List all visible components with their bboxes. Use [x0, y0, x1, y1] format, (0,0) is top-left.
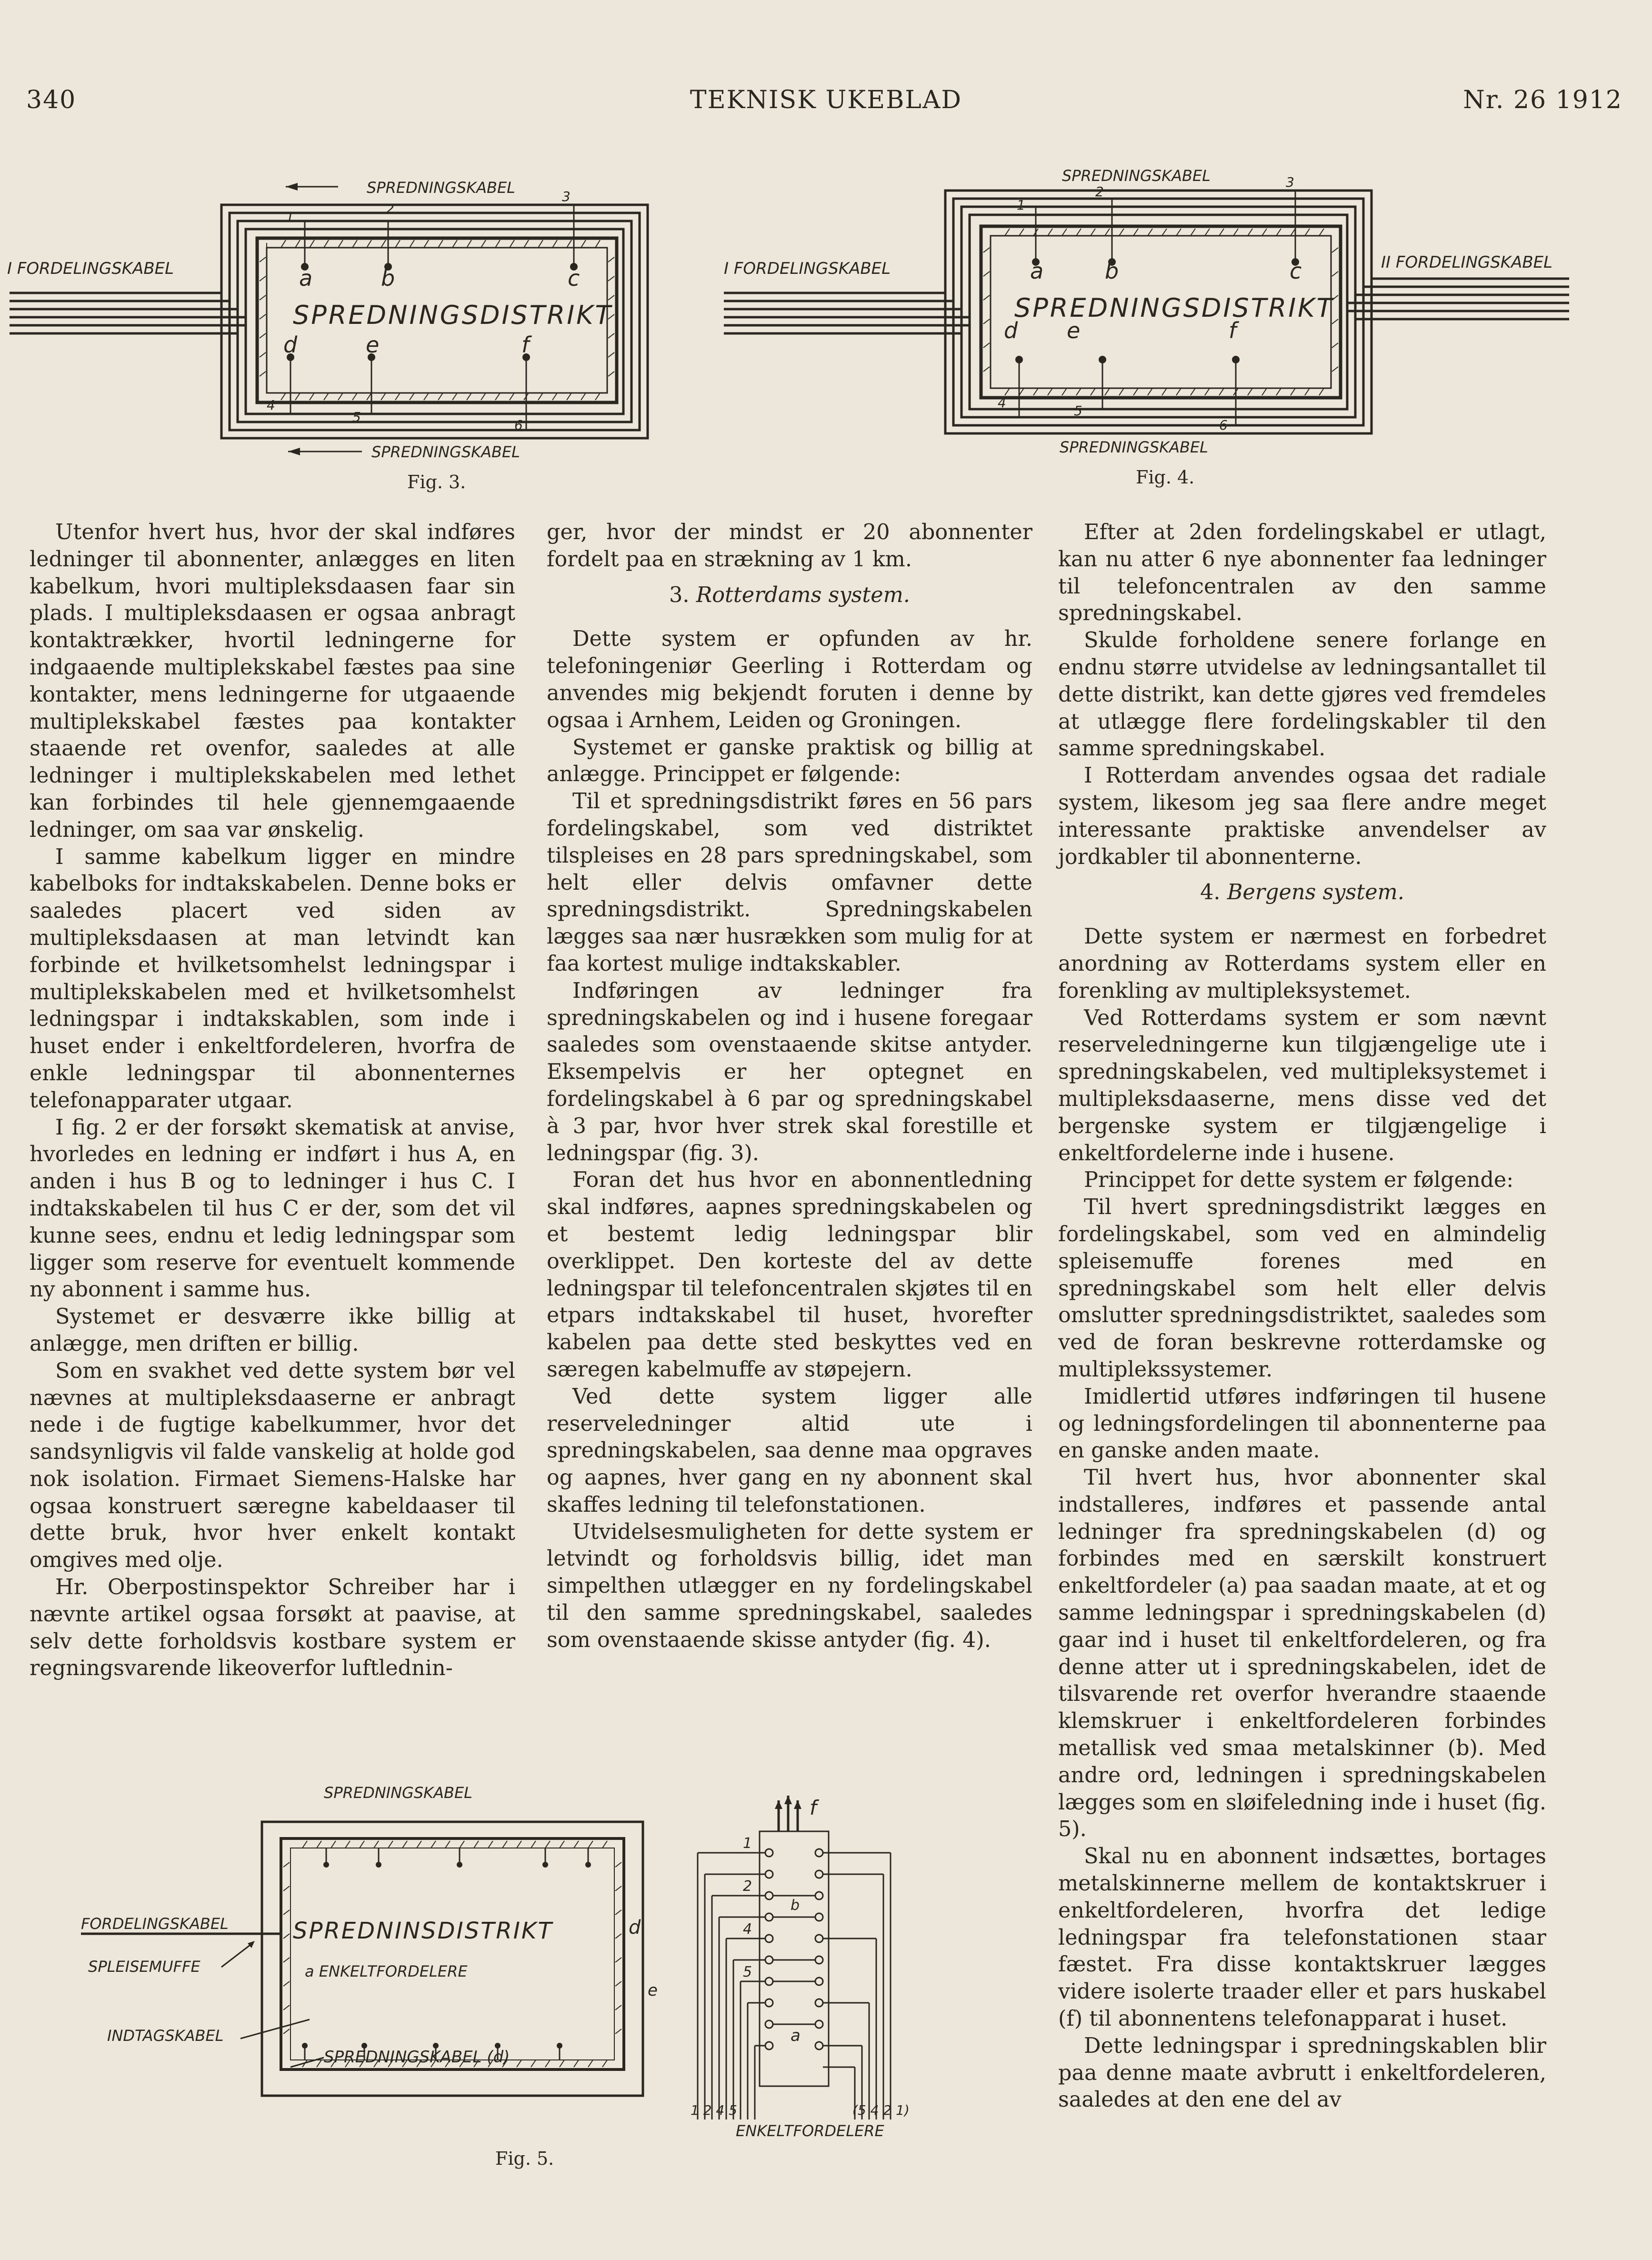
fig5-detail-left-numbers: 1 2 4 5: [691, 2102, 737, 2118]
fig4-pair-1: 1: [1017, 197, 1025, 213]
fig5-detail-a-label: a: [791, 2026, 801, 2045]
col3-paragraph: Princippet for dette system er følgende:: [1084, 1168, 1514, 1193]
fig3-pair-3: 3: [562, 189, 571, 204]
fig4-house-f: f: [1229, 318, 1237, 343]
col3-paragraph: I Rotterdam anvendes ogsaa det radiale system, likesom jeg saa flere andre meget interessante praktiske anvendelser av jordkabler til abonnenterne.: [1058, 763, 1546, 869]
col2-heading-number: 3.: [669, 583, 690, 607]
col3-paragraph: Skulde forholdene senere forlange en endnu større utvidelse av ledningsantallet til dette distrikt, kan dette gjøres ved fremdeles at utlægge flere fordelingskabler til den samme spredningskabel.: [1058, 628, 1546, 761]
fig5-top-cable-label: SPREDNINGSKABEL: [324, 1784, 472, 1802]
fig4-pair-6: 6: [1219, 417, 1228, 433]
col3-paragraph: Til hvert hus, hvor abonnenter skal indstalleres, indføres et passende antal ledninger fra spredningskabelen (d) og forbindes med en særskilt konstruert enkeltfordeler (a) paa saadan maate, at et og samme ledningspar i spredningskabelen (d) gaar ind i huset til enkeltfordeleren, og fra denne atter ut i spredningskabelen, idet de tilsvarende ret overfor hverandre staaende klemskruer i enkeltfordeleren forbindes metallisk ved smaa metalskinner (b). Med andre ord, ledningen i spredningskabelen lægges som en sløifeledning inde i huset (fig. 5).: [1058, 1466, 1546, 1842]
fig4-pair-5: 5: [1074, 403, 1082, 419]
col2-paragraph: Ved dette system ligger alle reserveledninger altid ute i spredningskabelen, saa denne maa opgraves og aapnes, hver gang en ny abonnent skal skaffes ledning til telefonstationen.: [547, 1384, 1032, 1517]
fig4-house-e: e: [1067, 318, 1081, 343]
fig4-house-a: a: [1030, 258, 1044, 284]
fig3-house-f: f: [521, 332, 530, 358]
fig5-spleisemuffe-label: SPLEISEMUFFE: [88, 1958, 200, 1976]
figure-4: [724, 167, 1643, 462]
fig3-pair-6: 6: [514, 417, 523, 433]
col2-heading: [547, 582, 1032, 609]
col3-paragraph: Ved Rotterdams system er som nævnt reserveledningerne kun tilgjængelige ute i spredningskabelen, ved multipleksystemet i multipleksdaaserne, mens disse ved det bergenske system er tilgjængelige i enkeltfordelerne inde i husene.: [1058, 1005, 1546, 1165]
fig5-detail-row-2: 2: [743, 1878, 752, 1895]
figure-5: [81, 1781, 967, 2143]
col3-paragraph: Til hvert spredningsdistrikt lægges en fordelingskabel, som ved en almindelig spleisemuffe forenes med en spredningskabel som helt eller delvis omslutter spredningsdistriktet, saaledes som ved de foran beskrevne rotterdamske og multiplekssystemer.: [1058, 1195, 1546, 1382]
fig5-fordelingskabel-label: FORDELINGSKABEL: [81, 1915, 229, 1933]
col3-heading-number: 4.: [1200, 880, 1221, 905]
col1-paragraph: Utenfor hvert hus, hvor der skal indføres ledninger til abonnenter, anlægges en liten kabelkum, hvori multipleksdaasen faar sin plads. I multipleksdaasen er ogsaa anbragt kontaktrækker, hvortil ledningerne for indgaaende multiplekskabel fæstes paa sine kontakter, mens ledningerne for utgaaende multiplekskabel fæstes paa kontakter staaende ret ovenfor, saaledes at alle ledninger i multiplekskabelen med lethet kan forbindes til hele gjennemgaaende ledninger, om saa var ønskelig.: [30, 520, 515, 842]
fig3-house-b: b: [381, 265, 395, 291]
column-2: [547, 519, 1032, 1654]
fig5-detail-row-5: 5: [743, 1964, 752, 1980]
col3-paragraph: Skal nu en abonnent indsættes, bortages metalskinnerne mellem de kontaktskruer i enkeltfordeleren, hvorfra det ledige ledningspar fra telefonstationen staar fæstet. Fra disse kontaktskruer lægges videre isolerte traader eller et pars huskabel (f) til abonnentens telefonapparat i huset.: [1058, 1844, 1546, 2031]
col2-paragraph: Indføringen av ledninger fra spredningskabelen og ind i husene foregaar saaledes som ovenstaaende skitse antyder. Eksempelvis er her optegnet en fordelingskabel à 6 par og spredningskabel à 3 par, hvor hver strek skal forestille et ledningspar (fig. 3).: [547, 978, 1032, 1165]
col2-paragraph: Utvidelsesmuligheten for dette system er letvindt og forholdsvis billig, idet man simpelthen utlægger en ny fordelingskabel til den samme spredningskabel, saaledes som ovenstaaende skisse antyder (fig. 4).: [547, 1519, 1032, 1652]
fig4-house-b: b: [1105, 258, 1119, 284]
fig4-pair-2: 2: [1095, 184, 1104, 200]
fig4-bottom-cable-label: SPREDNINGSKABEL: [1060, 438, 1208, 456]
fig5-enkeltfordelere-label: a ENKELTFORDELERE: [305, 1962, 468, 1980]
col3-paragraph: Dette ledningspar i spredningskablen blir paa denne maate avbrutt i enkeltfordeleren, saaledes at den ene del av: [1058, 2033, 1546, 2112]
fig4-house-d: d: [1004, 318, 1018, 343]
fig3-pair-2: 2: [386, 201, 394, 217]
figure-5-diagram: [81, 1781, 967, 2143]
fig3-bottom-cable-label: SPREDNINGSKABEL: [371, 443, 520, 461]
col3-paragraph: Dette system er nærmest en forbedret anordning av Rotterdams system eller en forenkling av multipleksystemet.: [1058, 924, 1546, 1003]
col3-paragraph: Imidlertid utføres indføringen til husene og ledningsfordelingen til abonnenterne paa en ganske anden maate.: [1058, 1384, 1546, 1463]
col1-paragraph: Hr. Oberpostinspektor Schreiber har i nævnte artikel ogsaa forsøkt at paavise, at selv dette forholdsvis kostbare system er regningsvarende likeoverfor luftlednin-: [30, 1575, 515, 1681]
fig3-district-label: SPREDNINGSDISTRIKT: [293, 300, 613, 330]
col3-heading-title: Bergens system.: [1227, 880, 1404, 905]
col2-heading-title: Rotterdams system.: [696, 583, 910, 607]
col1-paragraph: Som en svakhet ved dette system bør vel nævnes at multipleksdaaserne er anbragt nede i de fugtige kabelkummer, hvor det sandsynligvis vil falde vanskelig at holde god nok isolation. Firmaet Siemens-Halske har ogsaa konstruert særegne kabeldaaser til dette bruk, hvor hver enkelt kontakt omgives med olje.: [30, 1358, 515, 1573]
figure-3-diagram: [0, 176, 667, 462]
fig4-left-cable-label: I FORDELINGSKABEL: [724, 259, 891, 278]
fig5-detail-b-label: b: [791, 1897, 800, 1914]
fig4-top-cable-label: SPREDNINGSKABEL: [1062, 167, 1211, 185]
fig5-detail-row-4: 4: [743, 1921, 752, 1938]
col1-paragraph: Systemet er desværre ikke billig at anlægge, men driften er billig.: [30, 1305, 515, 1356]
col3-heading: [1058, 879, 1546, 906]
figure-4-diagram: [724, 167, 1643, 462]
fig4-house-c: c: [1290, 258, 1302, 284]
fig4-pair-4: 4: [998, 395, 1006, 411]
col2-paragraph: Foran det hus hvor en abonnentledning skal indføres, aapnes spredningskabelen og et bestemt ledig ledningspar blir overklippet. Den korteste del av dette ledningspar til telefoncentralen skjøtes til en etpars indtakskabel til huset, hvorefter kabelen paa dette sted beskyttes ved en særegen kabelmuffe av støpejern.: [547, 1168, 1032, 1382]
fig5-district-label: SPREDNINSDISTRIKT: [293, 1918, 553, 1944]
col1-paragraph: I samme kabelkum ligger en mindre kabelboks for indtakskabelen. Denne boks er saaledes placert ved siden av multipleksdaasen at man letvindt kan forbinde et hvilketsomhelst ledningspar i multiplekskabelen med et hvilketsomhelst ledningspar i indtakskablen, som inde i huset ender i enkeltfordeleren, hvorfra de enkle ledningspar til abonnenternes telefonapparater utgaar.: [30, 844, 515, 1113]
fig4-pair-3: 3: [1286, 174, 1294, 190]
fig3-house-a: a: [299, 265, 313, 291]
col2-intro: ger, hvor der mindst er 20 abonnenter fordelt paa en strækning av 1 km.: [547, 520, 1032, 572]
fig3-pair-5: 5: [352, 409, 361, 425]
fig4-caption: Fig. 4.: [1136, 467, 1195, 488]
fig3-left-cable-label: I FORDELINGSKABEL: [7, 259, 174, 278]
fig5-detail-row-1: 1: [743, 1835, 752, 1852]
fig3-house-c: c: [568, 265, 580, 291]
issue-number: Nr. 26 1912: [1463, 86, 1622, 114]
fig5-indtagskabel-label: INDTAGSKABEL: [107, 2027, 224, 2045]
fig5-side-d-label: d: [629, 1917, 641, 1939]
col3-paragraph: Efter at 2den fordelingskabel er utlagt, kan nu atter 6 nye abonnenter faa ledninger til telefoncentralen av den samme spredningskabel.: [1058, 520, 1546, 626]
figure-3: [0, 176, 667, 462]
fig5-detail-e-label: e: [648, 1981, 658, 2000]
fig4-right-cable-label: II FORDELINGSKABEL: [1381, 253, 1553, 272]
journal-title: TEKNISK UKEBLAD: [690, 86, 962, 114]
fig5-spredningskabel-d-label: SPREDNINGSKABEL (d): [324, 2048, 510, 2067]
fig3-top-cable-label: SPREDNINGSKABEL: [367, 179, 515, 197]
fig5-caption: Fig. 5.: [495, 2148, 554, 2169]
col2-paragraph: Systemet er ganske praktisk og billig at anlægge. Princippet er følgende:: [547, 735, 1032, 787]
fig5-detail-label: ENKELTFORDELERE: [736, 2122, 884, 2140]
fig5-detail-f-label: f: [810, 1796, 817, 1819]
page-number: 340: [26, 86, 77, 114]
fig4-district-label: SPREDNINGSDISTRIKT: [1014, 293, 1334, 323]
fig3-caption: Fig. 3.: [407, 472, 466, 492]
fig5-detail-right-numbers: (5 4 2 1): [852, 2102, 910, 2118]
col2-paragraph: Dette system er opfunden av hr. telefoningeniør Geerling i Rotterdam og anvendes mig bekjendt foruten i denne by ogsaa i Arnhem, Leiden og Groningen.: [547, 627, 1032, 733]
column-3: [1058, 519, 1546, 2114]
fig3-house-d: d: [283, 332, 298, 358]
column-1: [30, 519, 515, 1682]
col1-paragraph: I fig. 2 er der forsøkt skematisk at anvise, hvorledes en ledning er indført i hus A, en anden i hus B og to ledninger i hus C. I indtakskabelen til hus C er der, som det vil kunne sees, endnu et ledig ledningspar som ligger som reserve for eventuelt kommende ny abonnent i samme hus.: [30, 1115, 515, 1302]
fig3-pair-1: 1: [286, 209, 294, 225]
fig3-pair-4: 4: [267, 397, 275, 413]
col2-paragraph: Til et spredningsdistrikt føres en 56 pars fordelingskabel, som ved distriktet tilspleises en 28 pars spredningskabel, som helt eller delvis omfavner dette spredningsdistrikt. Spredningskabelen lægges saa nær husrækken som mulig for at faa kortest mulige indtakskabler.: [547, 789, 1032, 976]
fig3-house-e: e: [366, 332, 380, 358]
